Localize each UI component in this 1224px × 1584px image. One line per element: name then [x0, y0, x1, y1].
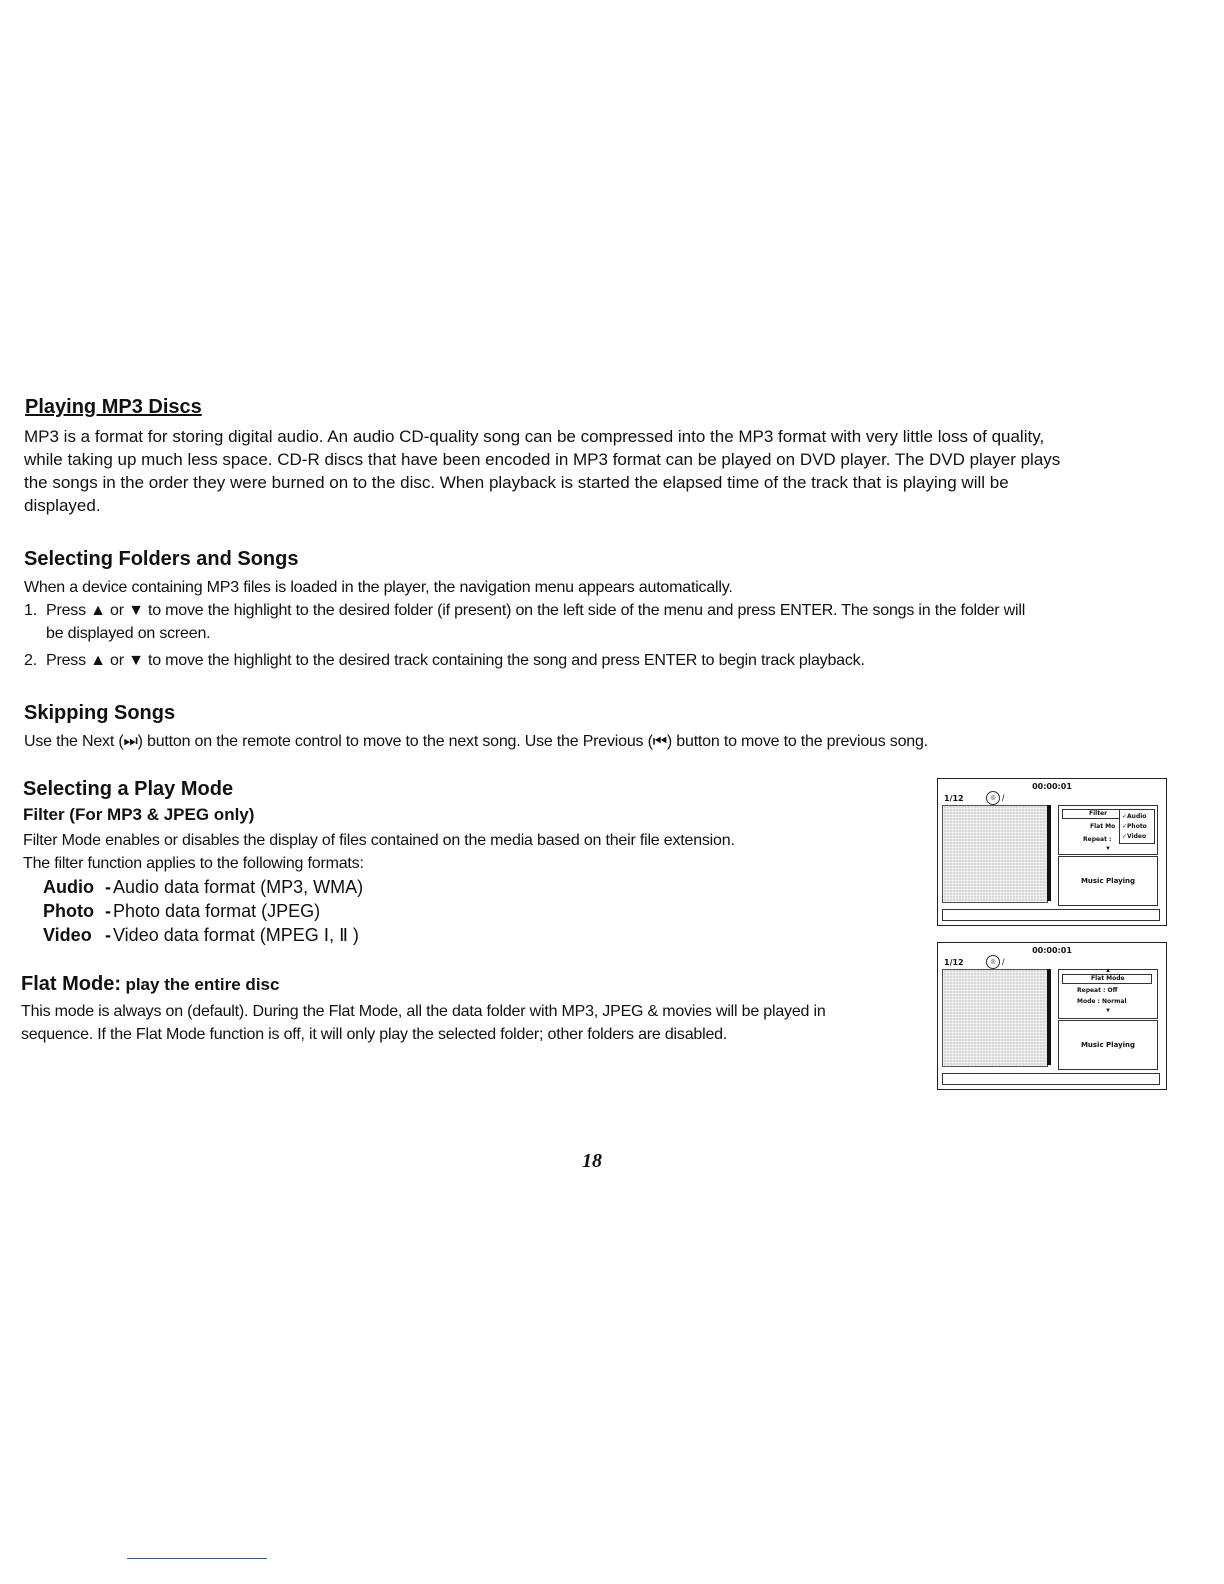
flat-mode-title: Flat Mode:: [21, 973, 121, 995]
format-dash: -: [105, 901, 111, 921]
down-arrow-icon: ▼: [1105, 846, 1111, 852]
play-mode-body: [23, 829, 903, 875]
format-desc: Audio data format (MP3, WMA): [113, 877, 364, 897]
footer-divider: [127, 1558, 267, 1559]
submenu-item-photo: ✓Photo: [1122, 823, 1147, 830]
format-term: Photo: [43, 901, 94, 921]
submenu-item-video: ✓Video: [1122, 833, 1147, 840]
paragraph-line: while taking up much less space. CD-R discs that have been encoded in MP3 format can be played on DVD player. The DVD player plays: [24, 450, 1061, 469]
format-dash: -: [105, 877, 111, 897]
paragraph-line: MP3 is a format for storing digital audio. An audio CD-quality song can be compressed into the MP3 format with very little loss of quality,: [24, 427, 1045, 446]
filter-submenu: [1119, 809, 1155, 844]
track-counter: 1/12: [944, 958, 964, 967]
scrollbar: [1047, 805, 1051, 901]
format-list: [43, 875, 363, 947]
step-item: [24, 599, 1204, 645]
menu-item-repeat: Repeat :: [1083, 836, 1112, 843]
disc-icon: ◎: [986, 791, 1000, 805]
menu-item-flat-mode: Flat Mode: [1091, 975, 1125, 982]
page-number: 18: [582, 1150, 602, 1172]
step-item: [24, 649, 1204, 672]
screen-mockup-filter: [937, 778, 1167, 926]
now-playing-box: Music Playing: [1058, 856, 1158, 906]
format-term: Audio: [43, 877, 94, 897]
disc-icon: ◎: [986, 955, 1000, 969]
menu-item-filter: Filter: [1089, 810, 1108, 817]
format-dash: -: [105, 925, 111, 945]
playing-mp3-paragraph: [24, 425, 1204, 517]
subheading-filter: Filter (For MP3 & JPEG only): [23, 805, 255, 824]
step-text-continued: be displayed on screen.: [46, 625, 211, 642]
flat-mode-line: This mode is always on (default). During the Flat Mode, all the data folder with MP3, JPEG & movies will be played in: [21, 1003, 826, 1020]
skipping-songs-text: Use the Next (⏭) button on the remote control to move to the next song. Use the Previous (⏮) button to move to the previous song.: [24, 733, 928, 750]
format-term: Video: [43, 925, 92, 945]
format-desc: Video data format (MPEG Ⅰ, Ⅱ ): [113, 925, 359, 945]
section-heading-play-mode: Selecting a Play Mode: [23, 778, 234, 800]
step-text: Press ▲ or ▼ to move the highlight to the desired track containing the song and press ENTER to begin track playback.: [46, 652, 865, 669]
flat-mode-subtitle: play the entire disc: [125, 975, 280, 994]
intro-text: When a device containing MP3 files is loaded in the player, the navigation menu appears automatically.: [24, 579, 733, 596]
down-arrow-icon: ▼: [1105, 1008, 1111, 1014]
screen-mockup-flat-mode: [937, 942, 1167, 1090]
filter-description: Filter Mode enables or disables the display of files contained on the media based on their file extension.: [23, 832, 735, 849]
menu-item-flat-mode: Flat Mo: [1090, 823, 1116, 830]
section-heading-selecting-folders: Selecting Folders and Songs: [24, 548, 299, 570]
status-bar: [942, 1073, 1160, 1085]
now-playing-box: Music Playing: [1058, 1020, 1158, 1070]
menu-item-mode: Mode : Normal: [1077, 998, 1127, 1005]
options-menu: [1058, 805, 1158, 855]
options-menu: [1058, 969, 1158, 1019]
elapsed-time: 00:00:01: [1032, 946, 1072, 955]
path-separator: /: [1002, 793, 1005, 803]
flat-mode-body: [21, 1000, 901, 1046]
elapsed-time: 00:00:01: [1032, 782, 1072, 791]
format-item-audio: [43, 875, 363, 899]
up-arrow-icon: ▲: [1105, 968, 1111, 974]
step-number: 2.: [24, 652, 37, 669]
paragraph-line: displayed.: [24, 496, 101, 515]
status-bar: [942, 909, 1160, 921]
format-item-photo: [43, 899, 363, 923]
format-desc: Photo data format (JPEG): [113, 901, 321, 921]
step-number: 1.: [24, 602, 37, 619]
scrollbar: [1047, 969, 1051, 1065]
section-heading-playing-mp3: Playing MP3 Discs: [25, 396, 202, 418]
paragraph-line: the songs in the order they were burned on to the disc. When playback is started the elapsed time of the track that is playing will be: [24, 473, 1009, 492]
filter-formats-intro: The filter function applies to the following formats:: [23, 855, 364, 872]
menu-item-repeat: Repeat : Off: [1077, 987, 1118, 994]
file-list-panel: [942, 805, 1048, 903]
format-item-video: [43, 923, 363, 947]
selecting-folders-body: [24, 576, 1204, 672]
section-heading-skipping-songs: Skipping Songs: [24, 702, 176, 724]
step-text: Press ▲ or ▼ to move the highlight to the desired folder (if present) on the left side of the menu and press ENTER. The songs in the folder will: [46, 602, 1026, 619]
flat-mode-line: sequence. If the Flat Mode function is off, it will only play the selected folder; other folders are disabled.: [21, 1026, 728, 1043]
track-counter: 1/12: [944, 794, 964, 803]
submenu-item-audio: ✓Audio: [1122, 813, 1147, 820]
file-list-panel: [942, 969, 1048, 1067]
path-separator: /: [1002, 957, 1005, 967]
subheading-flat-mode: [21, 973, 279, 996]
